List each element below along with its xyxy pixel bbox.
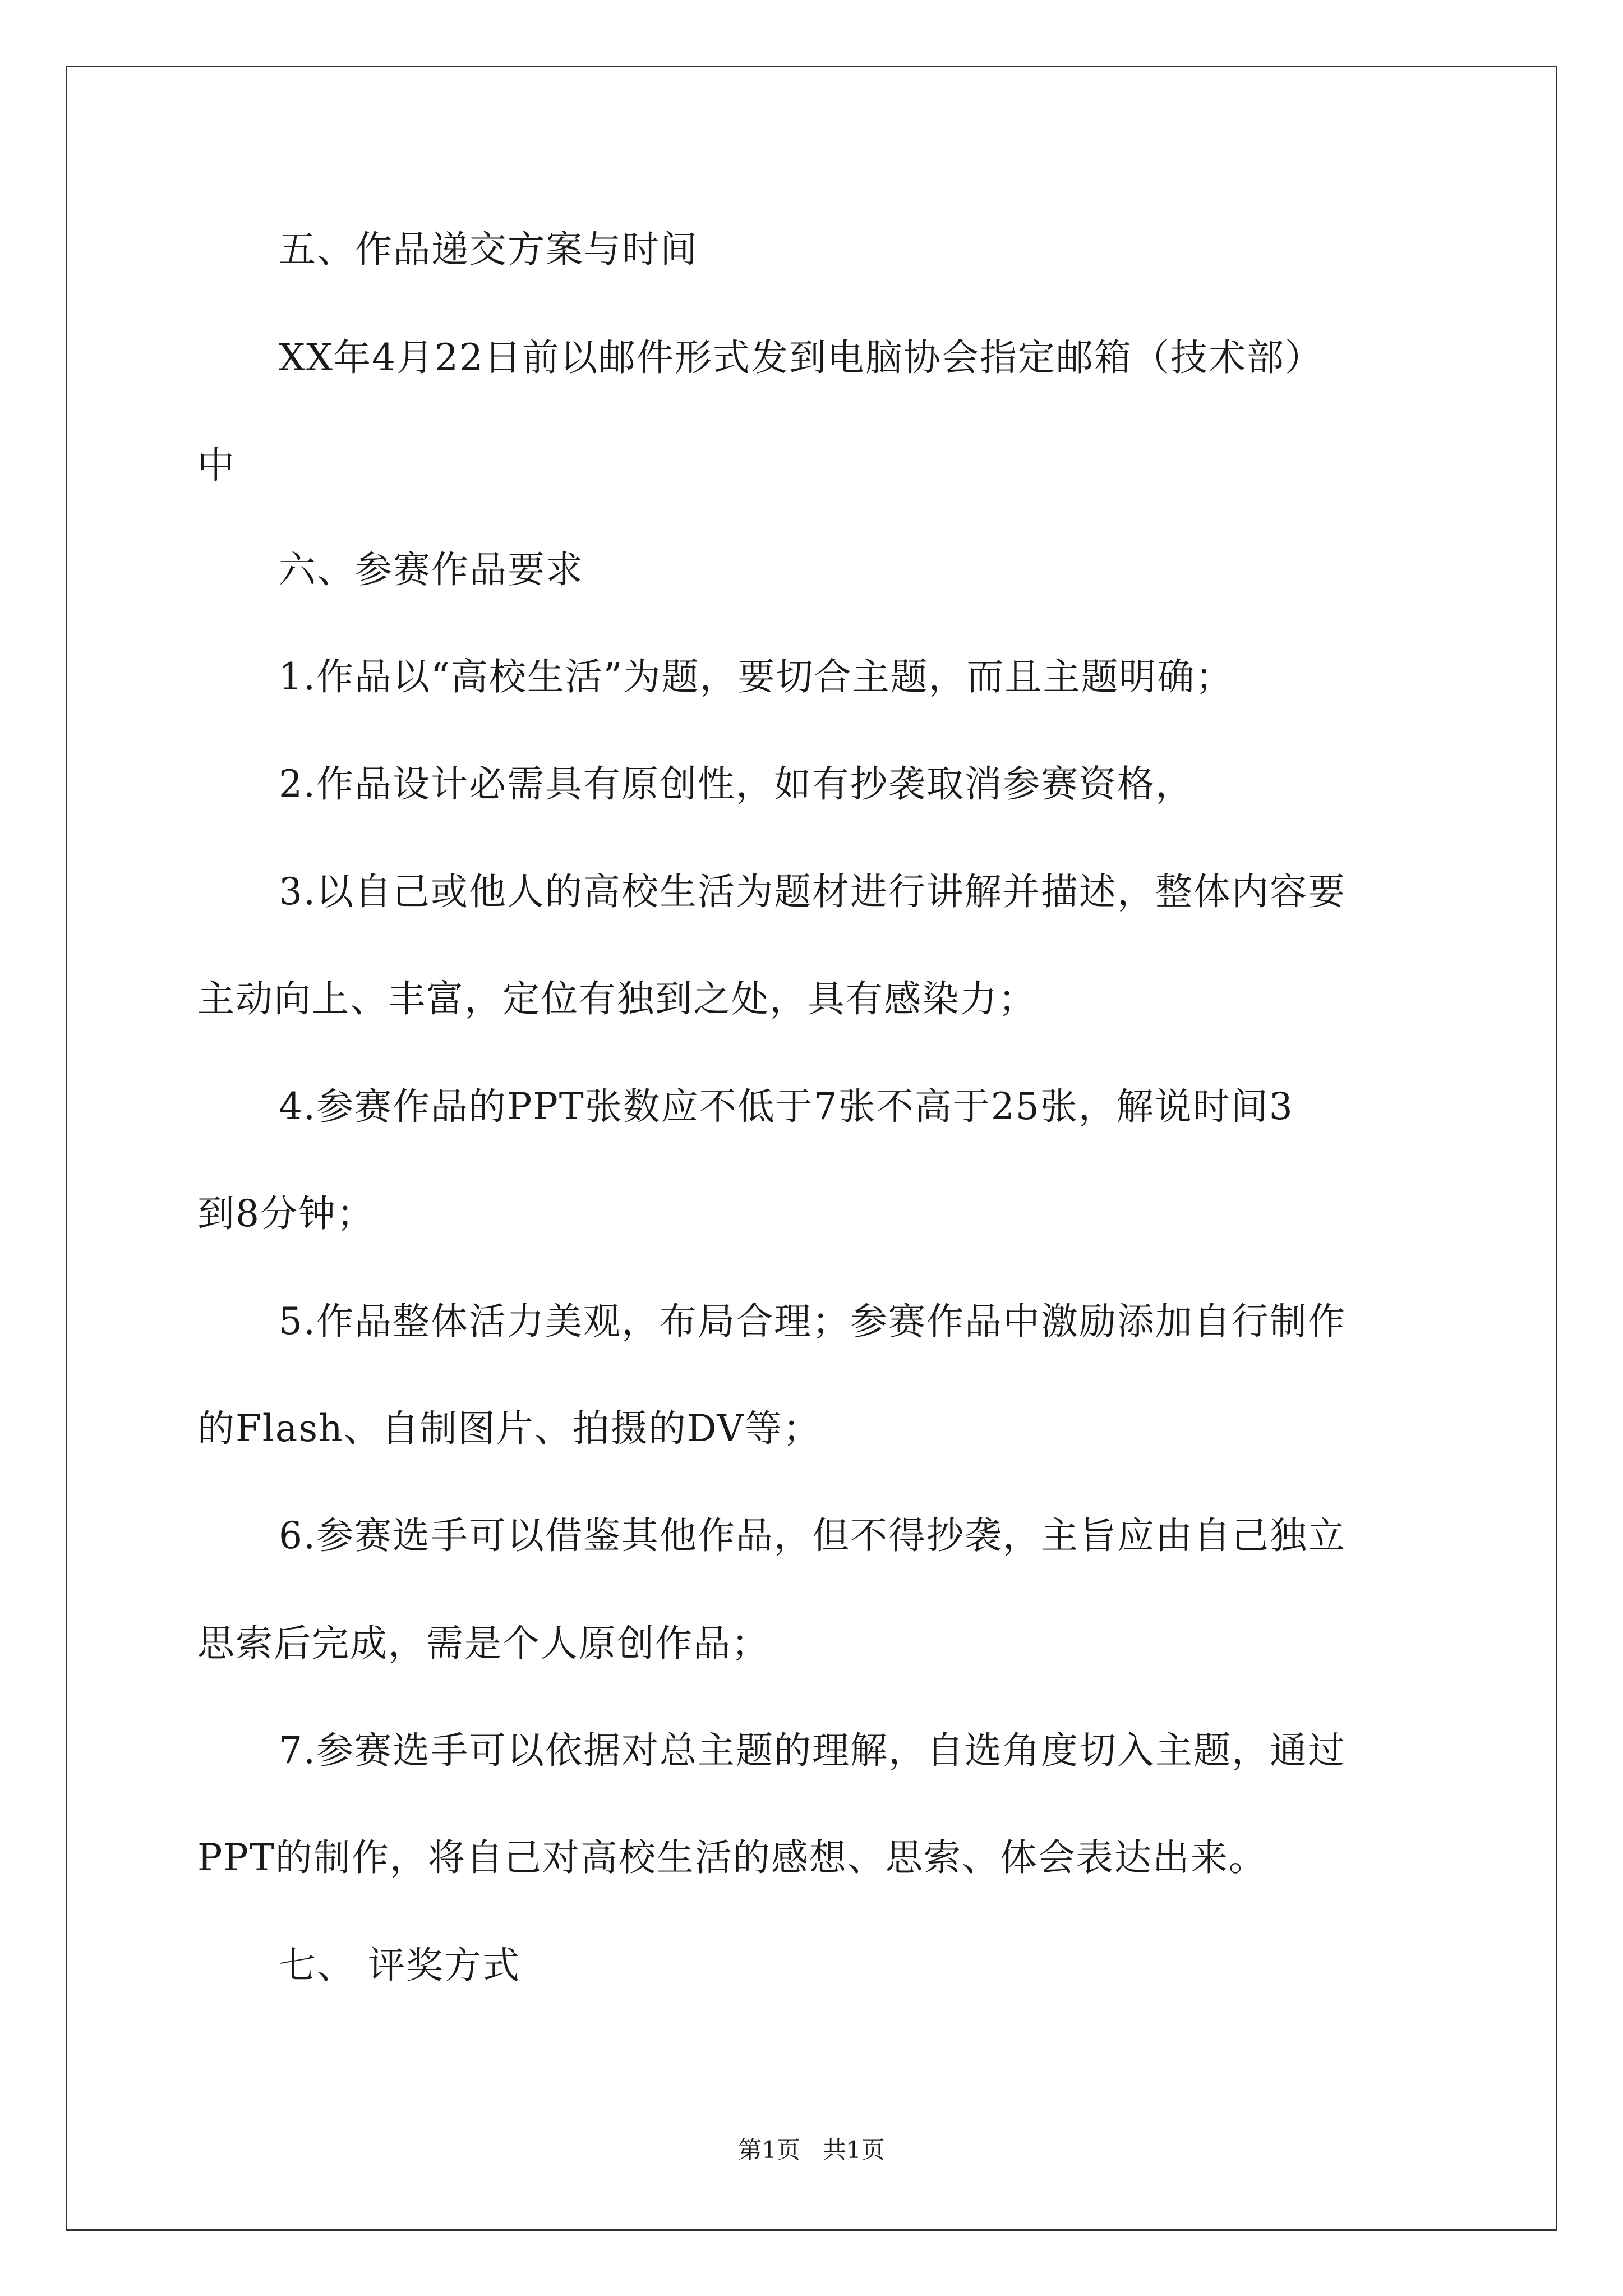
list-item-4-continued: 到8分钟； bbox=[197, 1192, 375, 1235]
list-item-7: 7.参赛选手可以依据对总主题的理解，自选角度切入主题，通过 bbox=[279, 1729, 1346, 1772]
page-border bbox=[66, 66, 1557, 2231]
list-item-6-continued: 思索后完成，需是个人原创作品； bbox=[197, 1622, 769, 1665]
list-item-5-continued: 的Flash、自制图片、拍摄的DV等； bbox=[197, 1407, 822, 1450]
list-item-4: 4.参赛作品的PPT张数应不低于7张不高于25张，解说时间3 bbox=[279, 1085, 1294, 1128]
list-item-6: 6.参赛选手可以借鉴其他作品，但不得抄袭，主旨应由自己独立 bbox=[279, 1514, 1346, 1557]
section-heading-7: 七、 评奖方式 bbox=[279, 1944, 520, 1987]
paragraph-line: 中 bbox=[197, 444, 236, 487]
list-item-3-continued: 主动向上、丰富，定位有独到之处，具有感染力； bbox=[197, 977, 1036, 1020]
list-item-1: 1.作品以“高校生活”为题，要切合主题，而且主题明确； bbox=[279, 655, 1234, 698]
list-item-7-continued: PPT的制作，将自己对高校生活的感想、思索、体会表达出来。 bbox=[197, 1836, 1267, 1879]
list-item-2: 2.作品设计必需具有原创性，如有抄袭取消参赛资格， bbox=[279, 762, 1193, 806]
section-heading-5: 五、作品递交方案与时间 bbox=[279, 228, 698, 271]
paragraph-line: XX年4月22日前以邮件形式发到电脑协会指定邮箱（技术部） bbox=[279, 336, 1323, 379]
page-number-footer: 第1页 共1页 bbox=[738, 2136, 885, 2164]
section-heading-6: 六、参赛作品要求 bbox=[279, 548, 584, 591]
list-item-3: 3.以自己或他人的高校生活为题材进行讲解并描述，整体内容要 bbox=[279, 870, 1346, 913]
list-item-5: 5.作品整体活力美观，布局合理；参赛作品中激励添加自行制作 bbox=[279, 1300, 1346, 1343]
